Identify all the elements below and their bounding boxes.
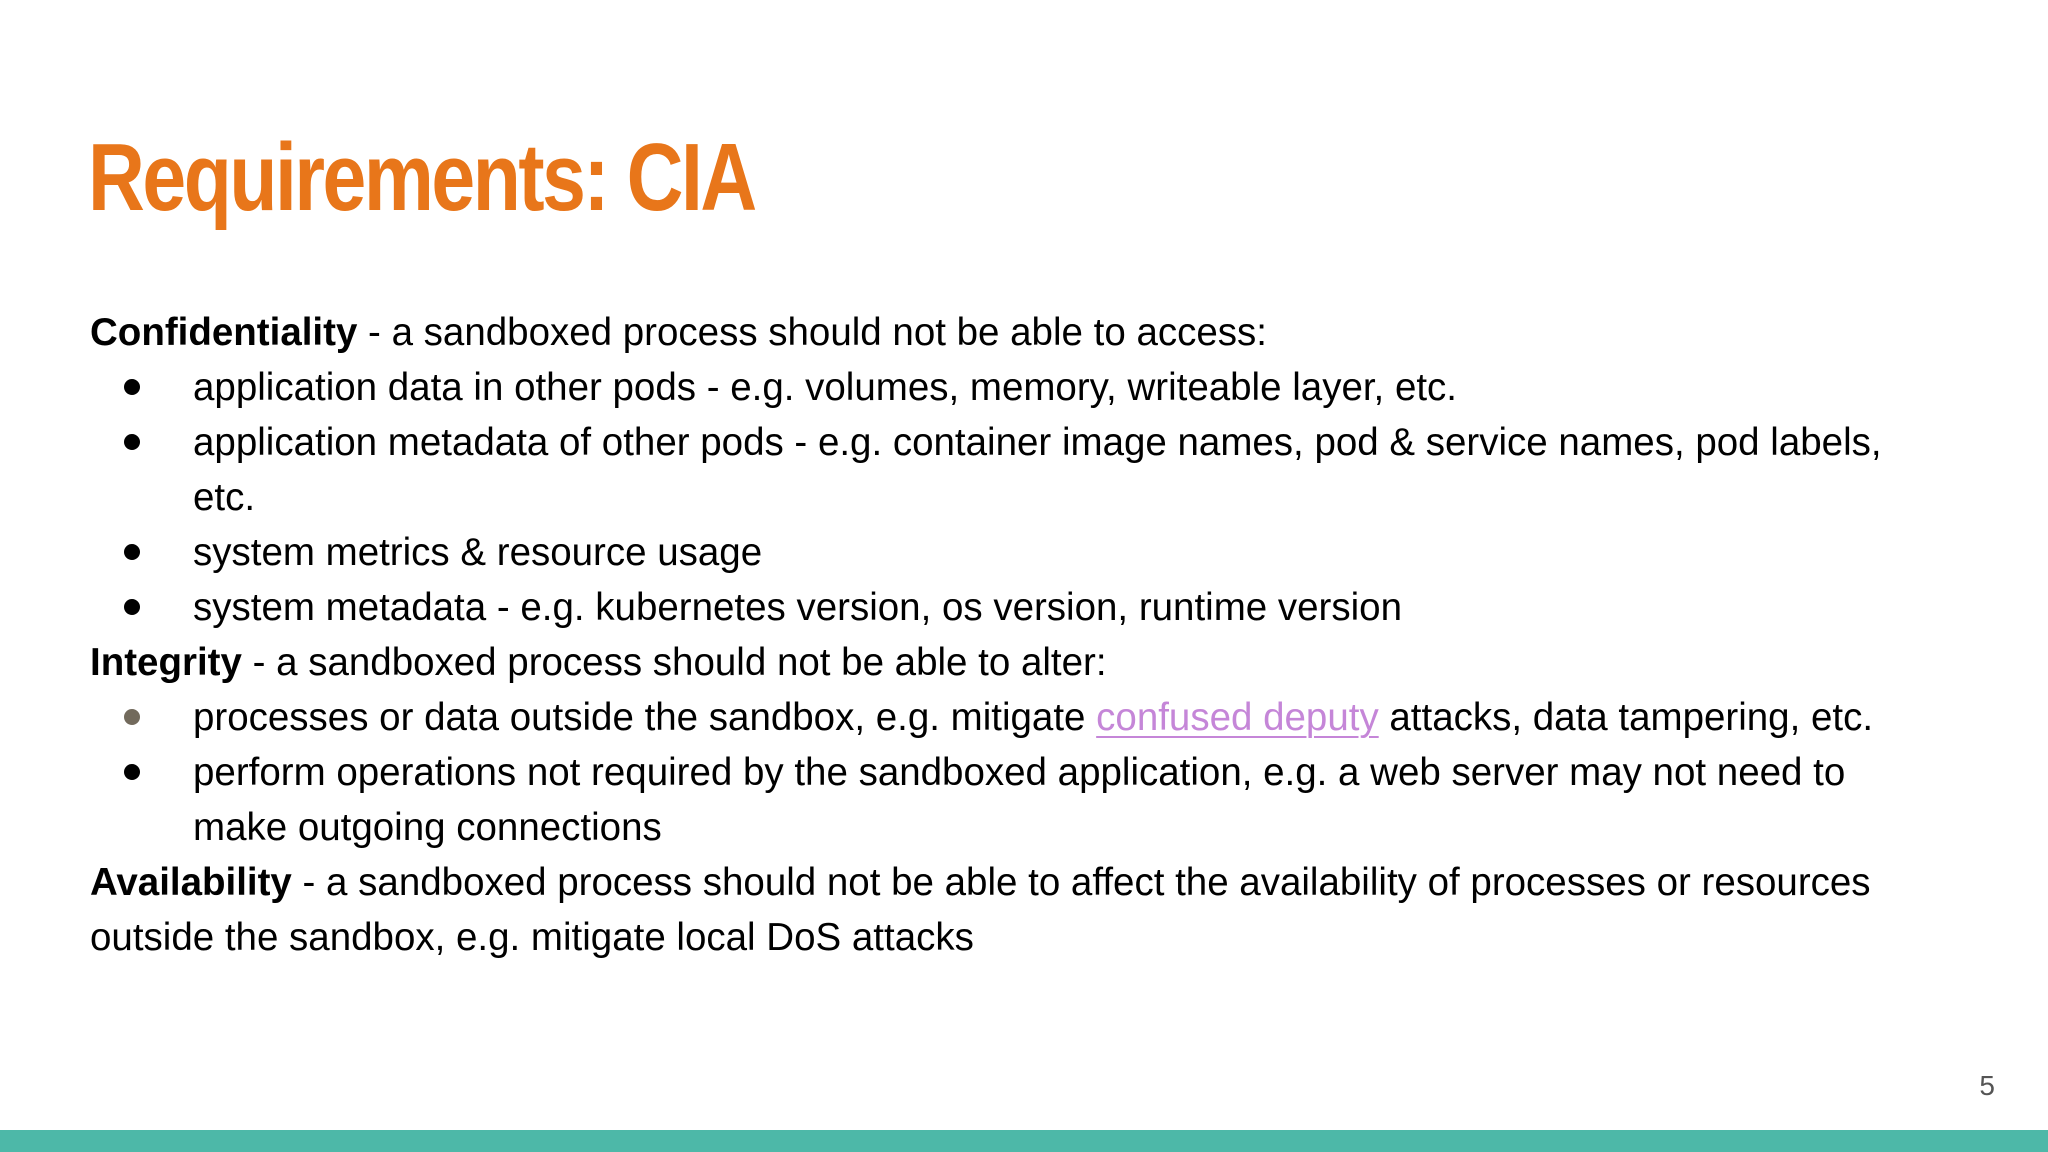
bullet-dot-icon <box>124 599 140 615</box>
bullet-dot-icon <box>124 434 140 450</box>
list-item <box>90 360 1970 415</box>
availability-text: - a sandboxed process should not be able to affect the availability of processes or resources outside the sandbox, e.g. mitigate local DoS attacks <box>90 861 1871 959</box>
integrity-term: Integrity <box>90 641 242 684</box>
availability-term: Availability <box>90 861 292 904</box>
list-item <box>90 690 1970 745</box>
footer-bar <box>0 1130 2048 1152</box>
page-number: 5 <box>1979 1070 1995 1101</box>
bullet-dot-icon <box>124 709 140 725</box>
bullet-dot-icon <box>124 379 140 395</box>
availability-paragraph <box>90 855 1970 965</box>
bullet-dot-icon <box>124 544 140 560</box>
bullet-dot-icon <box>124 764 140 780</box>
confidentiality-text: - a sandboxed process should not be able to access: <box>357 311 1267 354</box>
list-item <box>90 525 1970 580</box>
list-item-text-after-link: attacks, data tampering, etc. <box>1378 696 1874 739</box>
list-item-text: system metadata - e.g. kubernetes version, os version, runtime version <box>193 586 1403 629</box>
integrity-text: - a sandboxed process should not be able to alter: <box>241 641 1107 684</box>
list-item <box>90 745 1970 855</box>
list-item-text: perform operations not required by the sandboxed application, e.g. a web server may not need to make outgoing connections <box>193 751 1846 849</box>
list-item-text: application data in other pods - e.g. volumes, memory, writeable layer, etc. <box>193 366 1457 409</box>
list-item <box>90 415 1970 525</box>
list-item <box>90 580 1970 635</box>
confidentiality-term: Confidentiality <box>90 311 358 354</box>
list-item-text: application metadata of other pods - e.g. container image names, pod & service names, pod labels, etc. <box>193 421 1882 519</box>
list-item-text: system metrics & resource usage <box>193 531 763 574</box>
list-item-text-before-link: processes or data outside the sandbox, e.g. mitigate <box>193 696 1097 739</box>
integrity-list <box>90 690 1970 855</box>
integrity-paragraph <box>90 635 1970 690</box>
confidentiality-list <box>90 360 1970 635</box>
slide-body <box>90 305 1970 965</box>
confidentiality-paragraph <box>90 305 1970 360</box>
slide-title: Requirements: CIA <box>88 124 755 231</box>
confused-deputy-link[interactable]: confused deputy <box>1096 696 1379 739</box>
